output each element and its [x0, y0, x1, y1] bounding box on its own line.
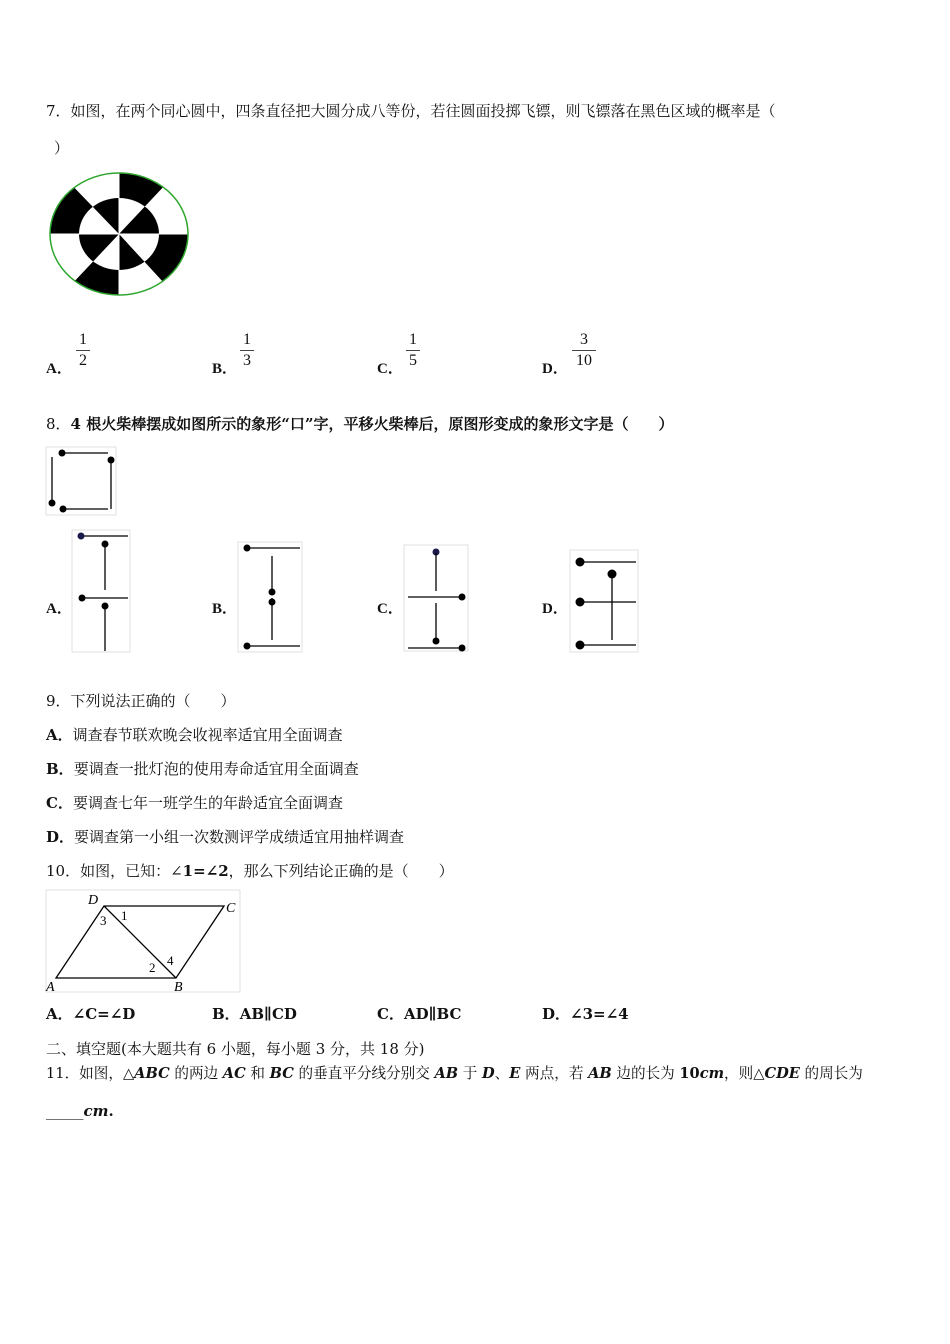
q10-stem: 10．如图，已知：∠1=∠2，那么下列结论正确的是（ ） — [46, 862, 454, 880]
q7-option-b-label: B． — [212, 361, 238, 377]
q11-stem: 11．如图，△ABC 的两边 AC 和 BC 的垂直平分线分别交 AB 于 D、E 两点，若 AB 边的长为 10cm，则△CDE 的周长为 — [46, 1065, 863, 1082]
q10-option-c: C．AD∥BC — [377, 1005, 462, 1023]
matchstick-kou-figure — [46, 447, 118, 517]
q8-option-d-label: D． — [542, 601, 568, 617]
vertex-c-label: C — [226, 901, 236, 916]
angle-4-label: 4 — [167, 953, 174, 968]
q7-stem-end: ） — [54, 139, 70, 157]
q8-option-a-label: A． — [46, 601, 72, 617]
q8-option-a-figure — [72, 530, 132, 654]
q10-option-a: A．∠C=∠D — [46, 1005, 136, 1023]
section-heading-fill-in: 二、填空题(本大题共有 6 小题，每小题 3 分，共 18 分) — [46, 1040, 425, 1058]
q10-option-b: B．AB∥CD — [212, 1005, 297, 1023]
angle-2-label: 2 — [149, 960, 156, 975]
angle-1-label: 1 — [121, 908, 128, 923]
q7-option-b-fraction: 1 3 — [240, 331, 254, 370]
vertex-d-label: D — [88, 893, 99, 908]
q8-option-d-figure — [570, 550, 642, 654]
angle-3-label: 3 — [100, 913, 107, 928]
q7-option-a-fraction: 1 2 — [76, 331, 90, 370]
q7-stem: 7．如图，在两个同心圆中，四条直径把大圆分成八等份，若往圆面投掷飞镖，则飞镖落在黑色区域的概率是（ — [46, 102, 776, 120]
q8-option-c-figure — [404, 545, 472, 655]
q11-answer-blank: _____cm. — [46, 1102, 114, 1120]
parallelogram-figure — [46, 890, 242, 994]
dartboard-figure — [48, 170, 190, 298]
vertex-a-label: A — [46, 980, 55, 995]
q8-stem: 8．4 根火柴棒摆成如图所示的象形“口”字，平移火柴棒后，原图形变成的象形文字是（ ） — [46, 415, 674, 433]
q8-option-c-label: C． — [377, 601, 403, 617]
q7-option-a-label: A． — [46, 361, 72, 377]
q9-option-a: A．调查春节联欢晚会收视率适宜用全面调查 — [46, 726, 343, 744]
q7-option-d-label: D． — [542, 361, 568, 377]
q9-stem: 9．下列说法正确的（ ） — [46, 692, 236, 710]
q7-option-c-label: C． — [377, 361, 403, 377]
q9-option-d: D．要调查第一小组一次数测评学成绩适宜用抽样调查 — [46, 828, 405, 846]
q9-option-c: C．要调查七年一班学生的年龄适宜全面调查 — [46, 794, 343, 812]
q8-option-b-figure — [238, 542, 304, 654]
q10-option-d: D．∠3=∠4 — [542, 1005, 629, 1023]
q9-option-b: B．要调查一批灯泡的使用寿命适宜用全面调查 — [46, 760, 359, 778]
q7-option-d-fraction: 3 10 — [572, 331, 596, 370]
q8-option-b-label: B． — [212, 601, 238, 617]
vertex-b-label: B — [174, 980, 183, 995]
q7-option-c-fraction: 1 5 — [406, 331, 420, 370]
